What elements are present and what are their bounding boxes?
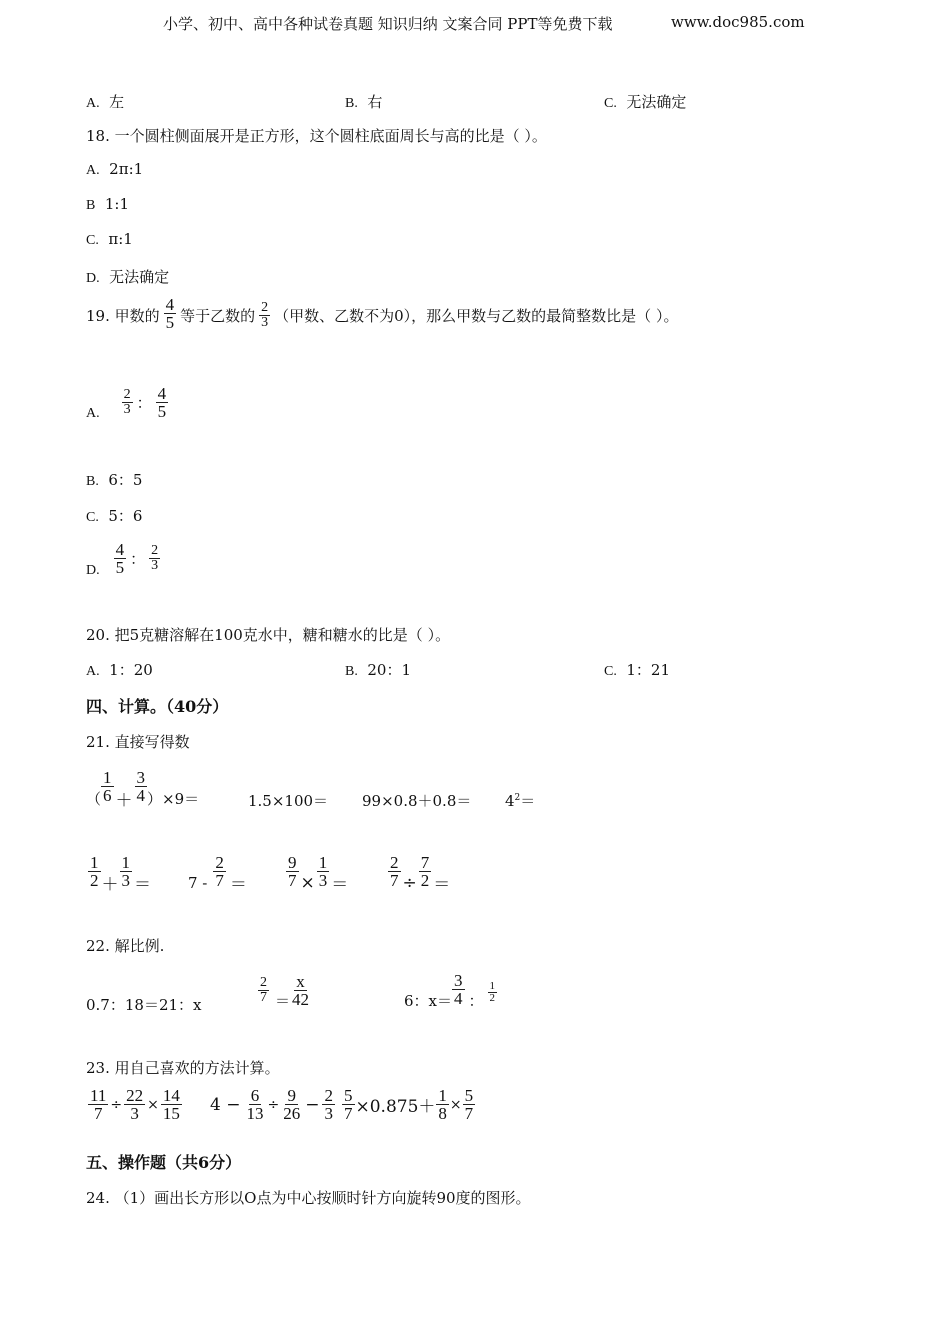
q23-e1-frac-2: $\frac{22}{3}$ (126, 1086, 144, 1123)
q19-option-d: D. $\frac{4}{5}$ ： $\frac{2}{3}$ (86, 539, 159, 578)
q23-expr-1: $\frac{11}{7}$ ÷ $\frac{22}{3}$ × $\frac{14}{15}$ (90, 1086, 180, 1123)
q21-e8-frac-2: $\frac{7}{2}$ (420, 853, 430, 890)
q18-question: 18. 一个圆柱侧面展开是正方形，这个圆柱底面周长与高的比是（ ）。 (86, 127, 547, 145)
q22-expr-2: $\frac{2}{7}$ ＝ $\frac{x}{42}$ (260, 972, 310, 1010)
q20-option-c: C. 1：21 (604, 661, 671, 679)
q18-option-d: D. 无法确定 (86, 268, 170, 286)
q20-option-a: A. 1：20 (86, 661, 153, 679)
q23-expr-3: $\frac{5}{7}$ ×0.875＋ $\frac{1}{8}$ × $\frac{5}{7}$ (344, 1086, 474, 1123)
q21-expr-3: 99×0.8＋0.8＝ (362, 792, 472, 810)
q21-expr-6: 7 - $\frac{2}{7}$ ＝ (188, 853, 247, 895)
section-5-title: 五、操作题（共6分） (86, 1153, 242, 1172)
q21-title: 21. 直接写得数 (86, 733, 190, 751)
q21-e1-frac-1: $\frac{1}{6}$ (103, 768, 112, 805)
q21-e7-frac-2: $\frac{1}{3}$ (318, 853, 328, 890)
q22-title: 22. 解比例. (86, 937, 165, 955)
q21-e5-frac-2: $\frac{1}{3}$ (121, 853, 130, 890)
q19-d-frac-2: $\frac{2}{3}$ (151, 542, 159, 573)
q21-expr-1: （ $\frac{1}{6}$ ＋ $\frac{3}{4}$ ）×9＝ (86, 768, 200, 811)
q17-option-a: A. 左 (86, 93, 125, 111)
q21-e6-frac: $\frac{2}{7}$ (215, 853, 224, 890)
q22-expr-1: 0.7：18＝21：x (86, 996, 202, 1014)
q19-d-frac-1: $\frac{4}{5}$ (115, 539, 125, 577)
q19-a-frac-2: $\frac{4}{5}$ (157, 383, 167, 421)
q21-e5-frac-1: $\frac{1}{2}$ (90, 853, 99, 890)
q21-expr-7: $\frac{9}{7}$ × $\frac{1}{3}$ ＝ (288, 853, 349, 895)
q18-option-a: A. 2π:1 (86, 160, 144, 178)
q23-title: 23. 用自己喜欢的方法计算。 (86, 1059, 280, 1077)
q18-option-b: B 1:1 (86, 195, 130, 213)
q23-e2-frac-1: $\frac{6}{13}$ (246, 1086, 264, 1123)
q19-fraction-1: $\frac{4}{5}$ (165, 295, 175, 332)
q24-text: 24. （1）画出长方形以O点为中心按顺时针方向旋转90度的图形。 (86, 1189, 531, 1207)
q19-fraction-2: $\frac{2}{3}$ (261, 300, 269, 330)
q21-expr-5: $\frac{1}{2}$ ＋ $\frac{1}{3}$ ＝ (90, 853, 151, 895)
q22-e2-frac-1: $\frac{2}{7}$ (260, 975, 267, 1005)
q22-expr-3: 6：x＝ $\frac{3}{4}$ ： $\frac{1}{2}$ (404, 971, 496, 1010)
q21-e8-frac-1: $\frac{2}{7}$ (390, 853, 399, 890)
q19-question: 19. 甲数的 $\frac{4}{5}$ 等于乙数的 $\frac{2}{3}$ （甲数、乙数不为0），那么甲数与乙数的最简整数比是（ ）。 (86, 295, 679, 332)
q23-e1-frac-3: $\frac{14}{15}$ (162, 1086, 180, 1123)
q22-e3-frac-2: $\frac{1}{2}$ (489, 980, 496, 1004)
q21-e7-frac-1: $\frac{9}{7}$ (288, 853, 297, 890)
q20-option-b: B. 20：1 (345, 661, 412, 679)
q21-e1-frac-2: $\frac{3}{4}$ (136, 768, 146, 805)
section-4-title: 四、计算。（40分） (86, 697, 229, 716)
q21-expr-8: $\frac{2}{7}$ ÷ $\frac{7}{2}$ ＝ (390, 853, 451, 895)
q17-option-b: B. 右 (345, 93, 383, 111)
q18-option-c: C. π:1 (86, 230, 133, 248)
q23-e3-frac-1: $\frac{5}{7}$ (344, 1086, 353, 1123)
q21-expr-2: 1.5×100＝ (248, 792, 329, 810)
q23-expr-2: 4 − $\frac{6}{13}$ ÷ $\frac{9}{26}$ − $\frac{2}{3}$ (210, 1086, 333, 1123)
q17-option-c: C. 无法确定 (604, 93, 687, 111)
q23-e3-frac-3: $\frac{5}{7}$ (464, 1086, 474, 1123)
header-site[interactable]: www.doc985.com (671, 13, 805, 31)
q23-e1-frac-1: $\frac{11}{7}$ (90, 1086, 107, 1123)
q23-e2-frac-3: $\frac{2}{3}$ (324, 1086, 333, 1123)
header-text: 小学、初中、高中各种试卷真题 知识归纳 文案合同 PPT等免费下载 (163, 15, 613, 33)
q19-option-c: C. 5：6 (86, 507, 143, 525)
q23-e2-frac-2: $\frac{9}{26}$ (283, 1086, 301, 1123)
q19-a-frac-1: $\frac{2}{3}$ (123, 386, 131, 417)
q19-option-b: B. 6：5 (86, 471, 143, 489)
q20-question: 20. 把5克糖溶解在100克水中，糖和糖水的比是（ ）。 (86, 626, 451, 644)
q22-e3-frac-1: $\frac{3}{4}$ (454, 971, 463, 1008)
q23-e3-frac-2: $\frac{1}{8}$ (438, 1086, 447, 1123)
q21-expr-4: $4^2=$ (505, 792, 536, 810)
q19-option-a: A. $\frac{2}{3}$ ： $\frac{4}{5}$ (86, 383, 167, 421)
q22-e2-frac-2: $\frac{x}{42}$ (292, 972, 310, 1009)
